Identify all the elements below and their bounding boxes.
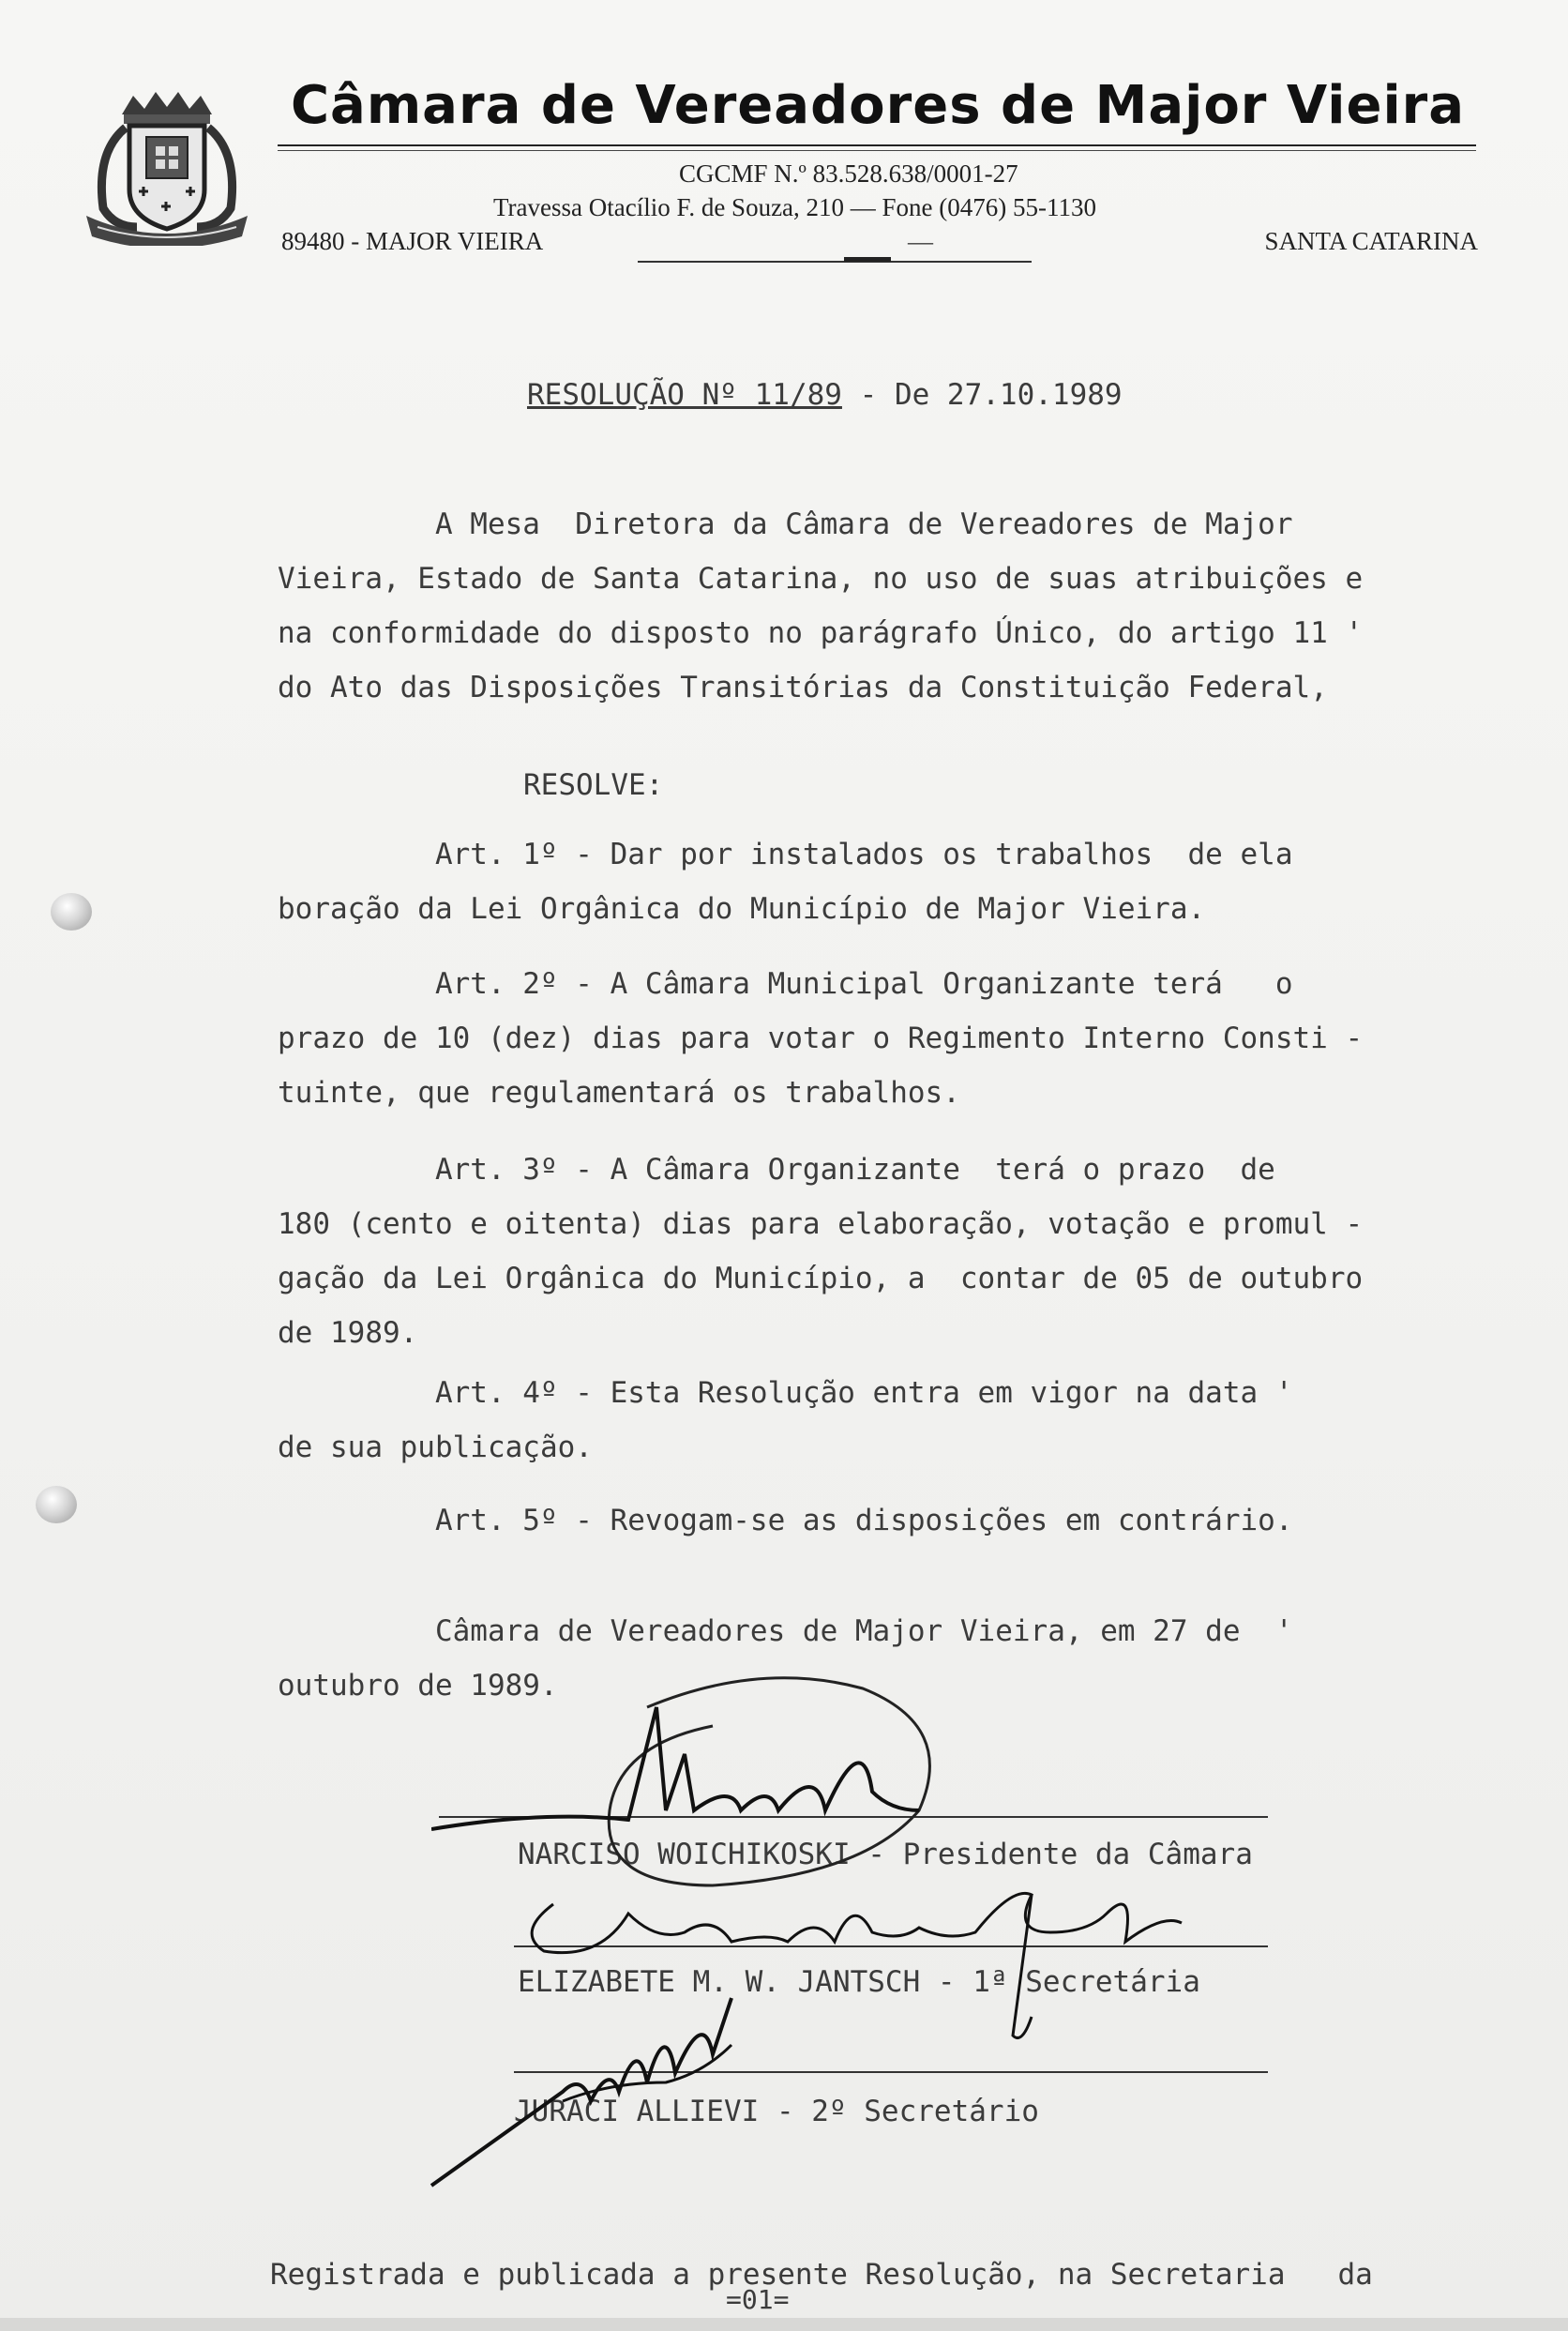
signature-line-president: [439, 1816, 1268, 1818]
letterhead-divider: [638, 261, 1032, 263]
article-line: prazo de 10 (dez) dias para votar o Regimento Interno Consti -: [278, 1022, 1364, 1055]
article-line: de sua publicação.: [278, 1430, 593, 1464]
article-line: boração da Lei Orgânica do Município de Major Vieira.: [278, 892, 1206, 926]
article-line: Art. 2º - A Câmara Municipal Organizante terá o: [278, 967, 1293, 1001]
article-5: [278, 1493, 1293, 1548]
article-4: [278, 1366, 1293, 1475]
preamble-line: do Ato das Disposições Transitórias da Constituição Federal,: [278, 671, 1328, 704]
letterhead-cgc: CGCMF N.º 83.528.638/0001-27: [679, 159, 1018, 188]
article-line: de 1989.: [278, 1316, 418, 1350]
article-line: Art. 1º - Dar por instalados os trabalhos de ela: [278, 838, 1293, 871]
page-number: =01=: [726, 2284, 790, 2315]
municipal-crest-logo: [77, 86, 253, 246]
article-line: tuinte, que regulamentará os trabalhos.: [278, 1076, 960, 1110]
punch-hole: [51, 893, 92, 931]
signatory-second-secretary: JURACI ALLIEVI - 2º Secretário: [514, 2095, 1039, 2128]
article-line: Art. 5º - Revogam-se as disposições em contrário.: [278, 1504, 1293, 1537]
letterhead-title: Câmara de Vereadores de Major Vieira: [290, 75, 1466, 136]
letterhead-rule-thin: [278, 150, 1476, 151]
preamble-line: Vieira, Estado de Santa Catarina, no uso de suas atribuições e: [278, 562, 1364, 596]
letterhead-rule: [278, 144, 1476, 146]
article-line: gação da Lei Orgânica do Município, a contar de 05 de outubro: [278, 1262, 1364, 1295]
signatory-president: NARCISO WOICHIKOSKI - Presidente da Câmara: [518, 1838, 1253, 1871]
resolution-heading: [527, 368, 1123, 422]
article-3: [278, 1143, 1363, 1360]
page-bottom-edge: [0, 2318, 1568, 2331]
signature-line-second-secretary: [514, 2071, 1268, 2073]
registration-footer: Registrada e publicada a presente Resolução, na Secretaria da: [270, 2258, 1373, 2292]
resolution-date: - De 27.10.1989: [841, 378, 1123, 412]
signatory-first-secretary: ELIZABETE M. W. JANTSCH - 1ª Secretária: [518, 1965, 1200, 1999]
article-line: Art. 3º - A Câmara Organizante terá o prazo de: [278, 1153, 1275, 1187]
closing-line: Câmara de Vereadores de Major Vieira, em 27 de ': [278, 1614, 1293, 1648]
article-1: [278, 827, 1293, 936]
letterhead-dash: —: [908, 227, 933, 255]
resolution-number: RESOLUÇÃO Nº 11/89: [527, 378, 842, 412]
preamble-paragraph: [278, 497, 1363, 715]
letterhead-address: Travessa Otacílio F. de Souza, 210 — Fone (0476) 55-1130: [493, 193, 1097, 221]
letterhead-city: 89480 - MAJOR VIEIRA: [281, 227, 544, 255]
closing-paragraph: [278, 1604, 1293, 1713]
letterhead-divider-mark: [844, 257, 891, 262]
article-2: [278, 957, 1363, 1120]
signature-line-first-secretary: [514, 1945, 1268, 1947]
resolve-heading: RESOLVE:: [523, 768, 664, 802]
closing-line: outubro de 1989.: [278, 1669, 558, 1703]
preamble-line: na conformidade do disposto no parágrafo Único, do artigo 11 ': [278, 616, 1364, 650]
article-line: 180 (cento e oitenta) dias para elaboração, votação e promul -: [278, 1207, 1364, 1241]
letterhead-state: SANTA CATARINA: [1264, 227, 1478, 255]
punch-hole: [36, 1486, 77, 1523]
preamble-line: A Mesa Diretora da Câmara de Vereadores de Major: [278, 507, 1293, 541]
article-line: Art. 4º - Esta Resolução entra em vigor na data ': [278, 1376, 1293, 1410]
